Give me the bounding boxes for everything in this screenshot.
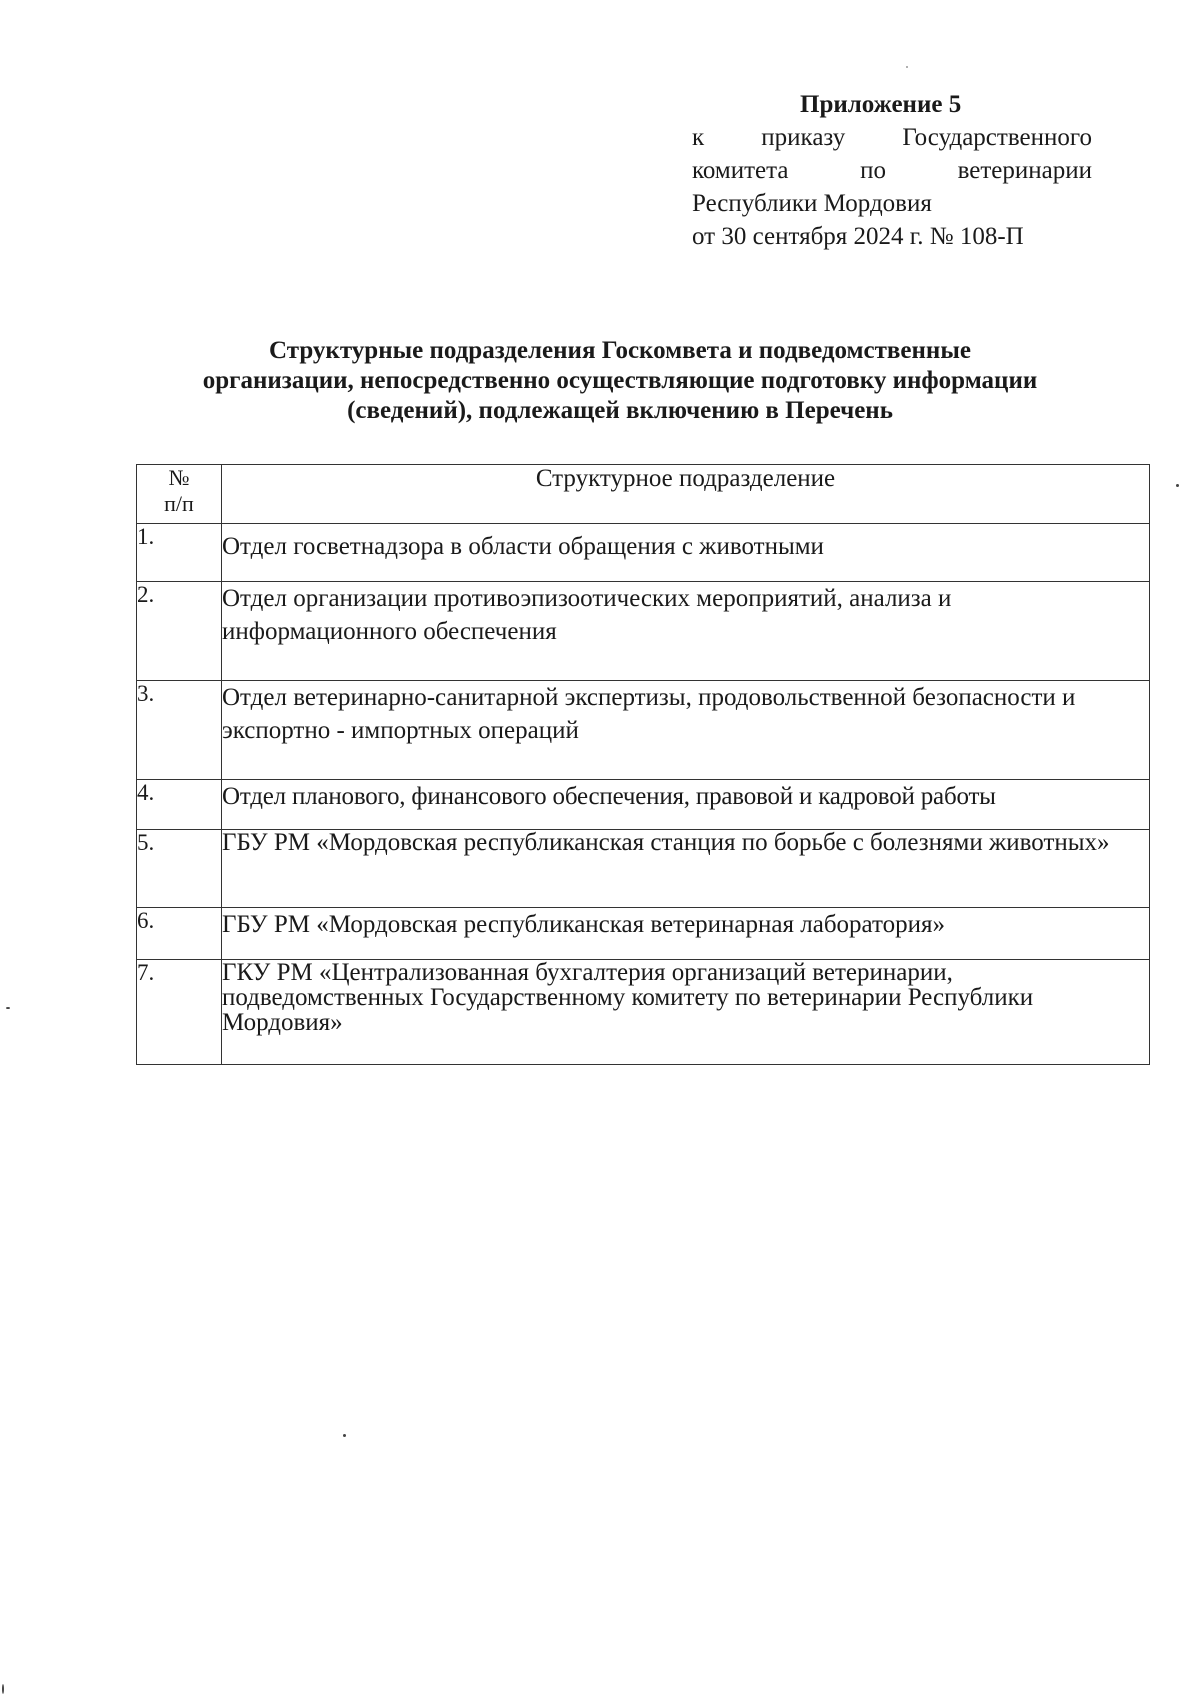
heading-line-1: Структурные подразделения Госкомвета и подведомственные xyxy=(269,337,971,364)
scan-speck xyxy=(6,1007,10,1009)
row-name: Отдел госветнадзора в области обращения с животными xyxy=(222,524,1150,582)
table-row xyxy=(137,681,1150,780)
appendix-title: Приложение 5 xyxy=(800,91,962,118)
appendix-line-3: Республики Мордовия xyxy=(692,190,932,217)
header-number xyxy=(137,465,222,524)
row-name: Отдел ветеринарно-санитарной экспертизы, продовольственной безопасности и экспортно - импортных операций xyxy=(222,681,1150,780)
row-name: ГБУ РМ «Мордовская республиканская станция по борьбе с болезнями животных» xyxy=(222,830,1150,908)
row-number: 6. xyxy=(137,908,222,960)
row-name: ГКУ РМ «Централизованная бухгалтерия организаций ветеринарии, подведомственных Государственному комитету по ветеринарии Республики Мордовия» xyxy=(222,960,1150,1065)
appendix-word: Государственного xyxy=(902,124,1092,151)
row-name: Отдел организации противоэпизоотических мероприятий, анализа и информационного обеспечения xyxy=(222,582,1150,681)
header-subdivision: Структурное подразделение xyxy=(222,465,1150,524)
row-name: ГБУ РМ «Мордовская республиканская ветеринарная лаборатория» xyxy=(222,908,1150,960)
appendix-word: по xyxy=(860,157,886,184)
header-number-abbr: п/п xyxy=(164,491,194,516)
scan-speck xyxy=(1176,484,1179,487)
table-row xyxy=(137,960,1150,1065)
subdivisions-table xyxy=(136,464,1150,1065)
row-number: 2. xyxy=(137,582,222,681)
document-heading xyxy=(140,336,1100,426)
heading-line-3: (сведений), подлежащей включению в Перечень xyxy=(347,397,893,424)
appendix-block xyxy=(692,88,1092,253)
row-number: 7. xyxy=(137,960,222,1065)
appendix-order-date: от 30 сентября 2024 г. № 108-П xyxy=(692,223,1024,250)
appendix-word: приказу xyxy=(761,124,846,151)
heading-line-2: организации, непосредственно осуществляющие подготовку информации xyxy=(202,367,1038,394)
table-header-row xyxy=(137,465,1150,524)
appendix-line-2 xyxy=(692,154,1092,187)
table-row xyxy=(137,780,1150,830)
appendix-line-1 xyxy=(692,121,1092,154)
table-row xyxy=(137,908,1150,960)
scan-speck xyxy=(906,66,908,68)
header-number-sign: № xyxy=(168,465,190,490)
table-row xyxy=(137,524,1150,582)
appendix-word: ветеринарии xyxy=(957,157,1092,184)
table-row xyxy=(137,830,1150,908)
scan-speck xyxy=(2,1684,4,1694)
appendix-word: комитета xyxy=(692,157,789,184)
appendix-word: к xyxy=(692,124,705,151)
row-number: 4. xyxy=(137,780,222,830)
table-row xyxy=(137,582,1150,681)
row-name: Отдел планового, финансового обеспечения, правовой и кадровой работы xyxy=(222,780,1150,830)
row-number: 3. xyxy=(137,681,222,780)
scan-speck xyxy=(343,1434,346,1437)
row-number: 5. xyxy=(137,830,222,908)
row-number: 1. xyxy=(137,524,222,582)
